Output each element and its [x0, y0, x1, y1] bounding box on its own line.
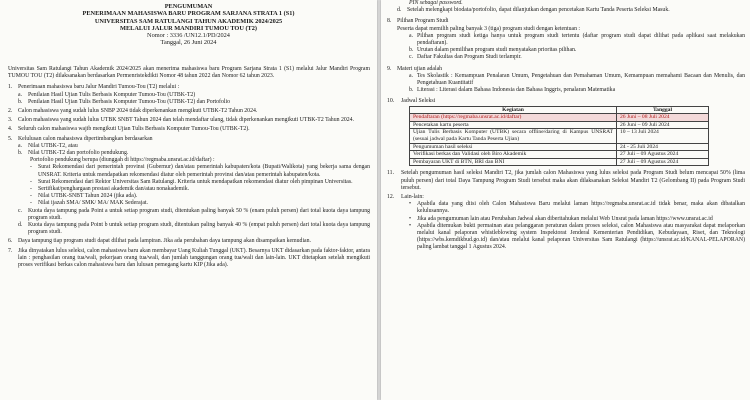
schedule-table — [409, 106, 709, 167]
list-item-11: 11. Setelah pengumuman hasil seleksi Mandiri T2, jika jumlah calon Mahasiswa yang lulus seleksi pada Program Studi belum mencapai 50% (lima puluh persen) dari total Daya Tampung Program Studi tersebut maka akan dilaksanakan Seleksi Mandiri T2 (Gelombang II) pada Program Studi tersebut. — [387, 170, 745, 191]
schedule-row — [410, 158, 709, 166]
schedule-kegiatan: Pengumuman hasil seleksi — [410, 143, 617, 151]
header-line-2: UNIVERSITAS SAM RATULANGI TAHUN AKADEMIK 2024/2025 — [94, 17, 283, 25]
list-item-1: 1. Penerimaan mahasiswa baru Jalur Mandiri Tumou-Tou (T2) melalui : — [8, 84, 180, 91]
header-line-1: PENERIMAAN MAHASISWA BARU PROGRAM SARJANA STRATA 1 (S1) — [82, 10, 295, 18]
program-choice-b: b. Urutan dalam pemilihan program studi menyatakan prioritas pilihan. — [409, 47, 577, 54]
exam-material-a: a. Tes Skolastik : Kemampuan Penalaran Umum, Pengetahuan dan Pemahaman Umum, Kemampuan memahami Bacaan dan Menulis, dan Pengetahuan Kuantitatif — [409, 72, 745, 87]
list-item-5d: d. Kuota daya tampung pada Point b untuk setiap program studi, ditentukan paling banyak 40 % (empat puluh persen) dari total kuota daya tampung program studi. — [18, 222, 370, 236]
list-item-9: 9. Materi ujian adalah — [387, 65, 443, 72]
schedule-tanggal: 27 Juli – 09 Agustus 2024 — [617, 151, 709, 159]
list-item-d: d. Setelah melengkapi biodata/portofolio, dapat dilanjutkan dengan pencetakan Kartu Tanda Peserta Seleksi Masuk. — [397, 7, 670, 14]
pin-fragment: PIN sebagai password. — [409, 0, 463, 6]
schedule-tanggal: 26 Juni – 09 Juli 2024 — [617, 121, 709, 129]
schedule-row — [410, 129, 709, 143]
list-item-1b: b. Penilaian Hasil Ujian Tulis Berbasis Komputer Tumou-Tou (UTBK-T2) dan Portofolio — [18, 98, 230, 105]
schedule-tanggal: 27 Juli – 09 Agustus 2024 — [617, 158, 709, 166]
schedule-kegiatan: Pendaftaran (https://regmaba.unsrat.ac.id/daftar) — [410, 114, 617, 122]
intro-paragraph: Universitas Sam Ratulangi Tahun Akademik 2024/2025 akan menerima mahasiswa baru Program Sarjana Strata 1 (S1) melalui Jalur Mandiri Program TUMOU TOU (T2) dilaksanakan berdasarkan Permenristekdikti Nomor 48 tahun 2022 dan Nomor 62 tahun 2023. — [8, 66, 370, 80]
list-item-7: 7. Jika dinyatakan lulus seleksi, calon mahasiswa baru akan membayar Uang Kuliah Tunggal (UKT). Besarnya UKT didasarkan pada faktor-faktor, antara lain : penghasilan orang tua/wali, pekerjaan orang tua/wali, dan jumlah tanggungan orang tua/wali dan lain-lain. UKT ditetapkan setelah mengikuti proses verifikasi berkas calon mahasiswa baru dan lulusan pemegang kartu KIP (Jika ada). — [8, 247, 370, 269]
schedule-row — [410, 143, 709, 151]
right-page — [381, 0, 750, 400]
right-body — [387, 0, 745, 252]
program-choice-intro: Peserta dapat memilih paling banyak 3 (tiga) program studi dengan ketentuan : — [397, 25, 581, 32]
exam-material-b: b. Literasi : Literasi dalam Bahasa Indonesia dan Bahasa Inggris, penalaran Matematika — [409, 87, 616, 94]
program-choice-c: c. Daftar Fakultas dan Program Studi terlampir. — [409, 54, 522, 61]
portofolio-item: - Surat Rekomendasi dari pemerintah provinsi (Gubernur) dan/atau pemerintah kabupaten/kota (Bupati/Walikota) yang bekerja sama dengan UNSRAT. Kriteria untuk mendapatkan rekomendasi diatur oleh pemerintah provinsi dan/atau pemerintah kabupaten/kota. — [30, 164, 370, 178]
list-item-8: 8. Pilihan Program Studi — [387, 18, 449, 25]
schedule-kegiatan: Pembayaran UKT di BTN, BRI dan BNI — [410, 158, 617, 166]
list-item-10: 10. Jadwal Seleksi — [387, 98, 436, 105]
schedule-kegiatan: Ujian Tulis Berbasis Komputer (UTBK) secara offline/daring di Kampus UNSRAT (sesuai jadwal pada Kartu Tanda Peserta Ujian) — [410, 129, 617, 143]
portofolio-item: - Nilai ijazah SMA/ SMK/ MA/ MAK Sederajat. — [30, 200, 148, 207]
misc-item: • Apabila data yang diisi oleh Calon Mahasiswa Baru melalui laman https://regmaba.unsrat.ac.id tidak benar, maka akan dibatalkan kelulusannya. — [409, 201, 745, 215]
schedule-kegiatan: Verifikasi berkas dan Validasi oleh Biro Akademik — [410, 151, 617, 159]
list-item-5b: b. Nilai UTBK-T2 dan portofolio pendukung. — [18, 150, 129, 157]
schedule-tanggal: 10 – 13 Juli 2024 — [617, 129, 709, 143]
left-body — [8, 66, 370, 269]
header-title: PENGUMUMAN — [164, 3, 213, 10]
program-choice-a: a. Pilihan program studi ketiga hanya untuk program studi tertentu (daftar program studi dapat dilihat pada aplikasi saat melakukan pendaftaran). — [409, 32, 745, 47]
schedule-tanggal: 24 - 25 Juli 2024 — [617, 143, 709, 151]
list-item-6: 6. Daya tampung tiap program studi dapat dilihat pada lampiran. Jika ada perubahan daya tampung akan disampaikan kemudian. — [8, 238, 311, 245]
schedule-row — [410, 114, 709, 122]
misc-item: • Apabila ditemukan bukti permainan atau pelanggaran peraturan dalam proses seleksi, calon Mahasiswa atau masyarakat dapat melaporkan melalui kanal pelaporan whistleblowing system Inspektorat Jenderal Kementerian Pendidikan, Kebudayaan, Riset, dan Teknologi (https://wbs.kemdikbud.go.id) dan/atau melalui kanal pelaporan Universitas Sam Ratulangi (https://unsrat.ac.id/KANAL-PELAPORAN) paling lambat tanggal 1 Agustus 2024. — [409, 222, 745, 251]
portofolio-item: - Surat Rekomendasi dari Rektor Universitas Sam Ratulangi. Kriteria untuk mendapatkan rekomendasi diatur oleh pimpinan Universitas. — [30, 178, 353, 185]
list-item-3: 3. Calon mahasiswa yang sudah lulus UTBK SNBT Tahun 2024 dan telah mendaftar ulang, tidak diperkenankan mengikuti UTBK-T2 Tahun 2024. — [8, 117, 354, 124]
list-item-1a: a. Penilaian Hasil Ujian Tulis Berbasis Komputer Tumou-Tou (UTBK-T2) — [18, 91, 196, 98]
portofolio-item: - Sertifikat/penghargaan prestasi akademik dan/atau nonakademik. — [30, 186, 190, 193]
misc-item: • Jika ada pengumuman lain atau Perubahan Jadwal akan diberitahukan melalui Web Unsrat pada laman https://www.unsrat.ac.id — [409, 215, 713, 222]
schedule-kegiatan: Pencetakan kartu peserta — [410, 121, 617, 129]
header-line-3: MELALUI JALUR MANDIRI TUMOU TOU (T2) — [120, 24, 257, 32]
list-item-4: 4. Seluruh calon mahasiswa wajib mengikuti Ujian Tulis Berbasis Komputer Tumou-Tou (UTBK-T2). — [8, 126, 250, 133]
schedule-row — [410, 151, 709, 159]
header-tanggal: Tanggal, 26 Juni 2024 — [160, 39, 217, 47]
portofolio-intro: Portofolio pendukung berupa (diunggah di https://regmaba.unsrat.ac.id/daftar) : — [30, 157, 215, 164]
list-item-2: 2. Calon mahasiswa yang sudah lulus SNBP 2024 tidak diperkenankan mengikuti UTBK-T2 Tahun 2024. — [8, 108, 258, 115]
schedule-header-tanggal: Tanggal — [617, 106, 709, 114]
list-item-12: 12. Lain-lain: — [387, 194, 424, 200]
schedule-tanggal: 26 Juni – 08 Juli 2024 — [617, 114, 709, 122]
portofolio-item: - Nilai UTBK-SNBT Tahun 2024 (jika ada). — [30, 193, 138, 200]
schedule-header-kegiatan: Kegiatan — [410, 106, 617, 114]
schedule-row — [410, 121, 709, 129]
header-nomor: Nomor : 3336 /UN12.1/PD/2024 — [147, 32, 230, 40]
announcement-header — [0, 0, 377, 47]
list-item-5a: a. Nilai UTBK-T2, atau — [18, 142, 78, 149]
list-item-5: 5. Kelulusan calon mahasiswa dipertimbangkan berdasarkan — [8, 135, 153, 142]
list-item-5c: c. Kuota daya tampung pada Point a untuk setiap program studi, ditentukan paling banyak 50 % (enam puluh persen) dari total kuota daya tampung program studi. — [18, 207, 370, 221]
